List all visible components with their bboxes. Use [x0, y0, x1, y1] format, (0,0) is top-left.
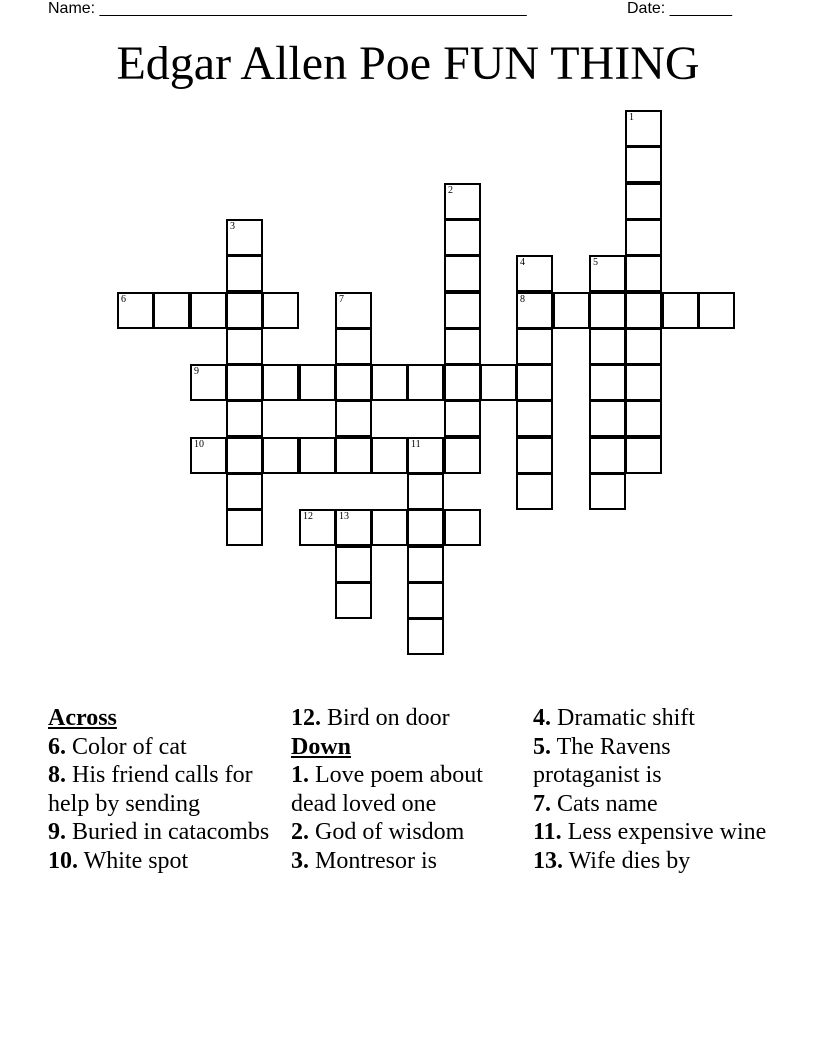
grid-cell[interactable]	[226, 437, 263, 474]
grid-cell[interactable]	[226, 509, 263, 546]
clue-column-3	[533, 704, 783, 875]
clue-column-1	[48, 704, 288, 875]
grid-cell[interactable]	[589, 473, 626, 510]
date-label: Date:	[627, 0, 666, 17]
grid-cell[interactable]	[589, 292, 626, 329]
clue-number: 10	[194, 439, 204, 450]
grid-cell[interactable]	[335, 328, 372, 365]
clue-number: 8	[520, 294, 525, 305]
grid-cell[interactable]	[335, 400, 372, 437]
grid-cell[interactable]	[444, 509, 481, 546]
grid-cell[interactable]	[117, 292, 154, 329]
grid-cell[interactable]	[262, 437, 299, 474]
clue-across-8: 8. His friend calls for help by sending	[48, 762, 253, 817]
grid-cell[interactable]	[516, 255, 553, 292]
grid-cell[interactable]	[516, 473, 553, 510]
clue-number: 9	[194, 366, 199, 377]
grid-cell[interactable]	[625, 110, 662, 147]
grid-cell[interactable]	[335, 437, 372, 474]
grid-cell[interactable]	[190, 437, 227, 474]
grid-cell[interactable]	[444, 364, 481, 401]
grid-cell[interactable]	[480, 364, 517, 401]
grid-cell[interactable]	[625, 292, 662, 329]
grid-cell[interactable]	[625, 219, 662, 256]
clue-down-11: 11. Less expensive wine	[533, 819, 767, 845]
name-label: Name:	[48, 0, 96, 17]
grid-cell[interactable]	[625, 255, 662, 292]
grid-cell[interactable]	[335, 546, 372, 583]
grid-cell[interactable]	[407, 618, 444, 655]
clue-column-2	[291, 704, 531, 875]
clue-across-6: 6. Color of cat	[48, 733, 187, 760]
grid-cell[interactable]	[407, 437, 444, 474]
grid-cell[interactable]	[516, 400, 553, 437]
clue-down-1: 1. Love poem about dead loved one	[291, 762, 483, 817]
grid-cell[interactable]	[698, 292, 735, 329]
grid-cell[interactable]	[444, 255, 481, 292]
grid-cell[interactable]	[335, 364, 372, 401]
clue-number: 6	[121, 294, 126, 305]
clue-number: 1	[629, 112, 634, 123]
grid-cell[interactable]	[226, 292, 263, 329]
grid-cell[interactable]	[407, 582, 444, 619]
grid-cell[interactable]	[335, 509, 372, 546]
grid-cell[interactable]	[444, 219, 481, 256]
grid-cell[interactable]	[625, 183, 662, 220]
clue-across-10: 10. White spot	[48, 847, 189, 874]
clue-number: 3	[230, 221, 235, 232]
across-heading: Across	[48, 705, 117, 731]
grid-cell[interactable]	[226, 255, 263, 292]
grid-cell[interactable]	[226, 400, 263, 437]
grid-cell[interactable]	[444, 400, 481, 437]
grid-cell[interactable]	[226, 219, 263, 256]
clue-down-13: 13. Wife dies by	[533, 847, 691, 874]
grid-cell[interactable]	[190, 364, 227, 401]
grid-cell[interactable]	[625, 400, 662, 437]
grid-cell[interactable]	[516, 364, 553, 401]
grid-cell[interactable]	[625, 437, 662, 474]
grid-cell[interactable]	[625, 328, 662, 365]
clue-number: 4	[520, 257, 525, 268]
grid-cell[interactable]	[335, 292, 372, 329]
grid-cell[interactable]	[589, 364, 626, 401]
grid-cell[interactable]	[407, 473, 444, 510]
clue-number: 5	[593, 257, 598, 268]
grid-cell[interactable]	[625, 364, 662, 401]
clue-down-4: 4. Dramatic shift	[533, 705, 695, 731]
clue-number: 7	[339, 294, 344, 305]
grid-cell[interactable]	[444, 437, 481, 474]
grid-cell[interactable]	[444, 292, 481, 329]
grid-cell[interactable]	[153, 292, 190, 329]
grid-cell[interactable]	[625, 146, 662, 183]
date-line[interactable]: _______	[669, 0, 732, 17]
grid-cell[interactable]	[371, 364, 408, 401]
grid-cell[interactable]	[226, 473, 263, 510]
grid-cell[interactable]	[299, 509, 336, 546]
clue-across-12: 12. Bird on door	[291, 705, 450, 731]
clue-number: 11	[411, 439, 421, 450]
grid-cell[interactable]	[662, 292, 699, 329]
grid-cell[interactable]	[407, 546, 444, 583]
clue-number: 12	[303, 511, 313, 522]
clue-number: 2	[448, 185, 453, 196]
grid-cell[interactable]	[190, 292, 227, 329]
grid-cell[interactable]	[589, 400, 626, 437]
grid-cell[interactable]	[553, 292, 590, 329]
grid-cell[interactable]	[516, 328, 553, 365]
clue-number: 13	[339, 511, 349, 522]
grid-cell[interactable]	[262, 364, 299, 401]
page-title: Edgar Allen Poe FUN THING	[116, 37, 700, 90]
grid-cell[interactable]	[444, 328, 481, 365]
clue-down-5: 5. The Ravens protaganist is	[533, 733, 671, 788]
clue-across-9: 9. Buried in catacombs	[48, 819, 270, 845]
grid-cell[interactable]	[516, 292, 553, 329]
grid-cell[interactable]	[226, 328, 263, 365]
grid-cell[interactable]	[589, 437, 626, 474]
grid-cell[interactable]	[407, 364, 444, 401]
grid-cell[interactable]	[226, 364, 263, 401]
grid-cell[interactable]	[516, 437, 553, 474]
grid-cell[interactable]	[335, 582, 372, 619]
grid-cell[interactable]	[371, 437, 408, 474]
grid-cell[interactable]	[589, 255, 626, 292]
grid-cell[interactable]	[589, 328, 626, 365]
clue-down-3: 3. Montresor is	[291, 847, 437, 874]
grid-cell[interactable]	[299, 364, 336, 401]
grid-cell[interactable]	[407, 509, 444, 546]
name-line[interactable]: ________________________________________________	[99, 0, 527, 17]
grid-cell[interactable]	[262, 292, 299, 329]
clue-down-7: 7. Cats name	[533, 790, 658, 817]
grid-cell[interactable]	[371, 509, 408, 546]
grid-cell[interactable]	[299, 437, 336, 474]
down-heading: Down	[291, 733, 352, 760]
grid-cell[interactable]	[444, 183, 481, 220]
clue-down-2: 2. God of wisdom	[291, 819, 465, 845]
